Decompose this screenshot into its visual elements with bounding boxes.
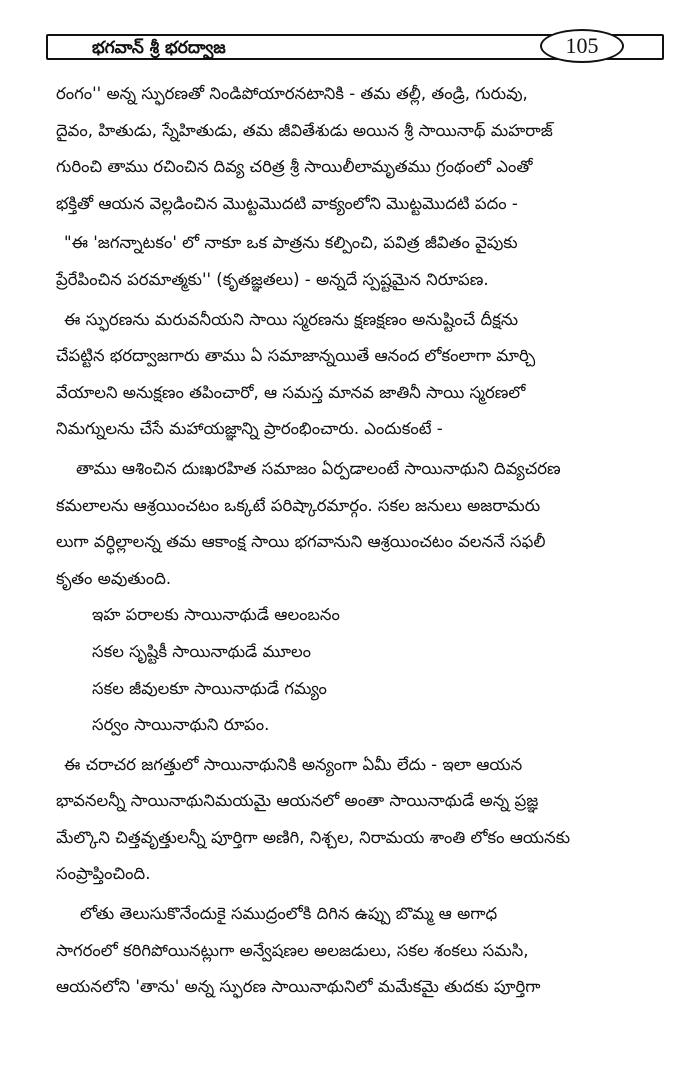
text-line: వేయాలని అనుక్షణం తపించారో, ఆ సమస్త మానవ జాతినీ సాయి స్మరణలో [56,382,526,402]
running-header [46,34,664,60]
text-line: ఈ చరాచర జగత్తులో సాయినాథునికి అన్యంగా ఏమీ లేదు - ఇలా ఆయన [64,754,523,774]
text-line: "ఈ 'జగన్నాటకం' లో నాకూ ఒక పాత్రను కల్పించి, పవిత్ర జీవితం వైపుకు [64,233,518,253]
text-line: చేపట్టిన భరద్వాజగారు తాము ఏ సమాజాన్నయితే ఆనంద లోకంలాగా మార్చి [56,346,536,366]
text-line: లుగా వర్ధిల్లాలన్న తమ ఆకాంక్ష సాయి భగవానుని ఆశ్రయించటం వలననే సఫలీ [56,532,546,552]
text-line: రంగం'' అన్న స్ఫురణతో నిండిపోయారనటానికి - తమ తల్లీ, తండ్రి, గురువు, [56,84,528,103]
text-line: నిమగ్నులను చేసే మహాయజ్ఞాన్ని ప్రారంభించారు. ఎందుకంటే - [56,419,443,439]
text-line: కృతం అవుతుంది. [56,568,172,588]
text-line: తాము ఆశించిన దుఃఖరహిత సమాజం ఏర్పడాలంటే సాయినాథుని దివ్యచరణ [76,458,561,478]
verse-line: సర్వం సాయినాథుని రూపం. [92,715,270,735]
verse-line: సకల సృష్టికీ సాయినాథుడే మూలం [92,641,312,661]
page-body [56,76,656,1006]
text-line: సంప్రాప్తించింది. [56,864,151,884]
text-line: మేల్కొని చిత్తవృత్తులన్నీ పూర్తిగా అణిగి, నిశ్చల, నిరామయ శాంతి లోకం ఆయనకు [56,827,571,847]
page-number: 105 [540,29,624,63]
text-line: గురించి తాము రచించిన దివ్య చరిత్ర శ్రీ సాయిలీలామృతము గ్రంథంలో ఎంతో [56,157,533,177]
text-line: భావనలన్నీ సాయినాథునిమయమై ఆయనలో అంతా సాయినాథుడే అన్న ప్రజ్ఞ [56,791,539,811]
header-title: భగవాన్ శ్రీ భరద్వాజ [92,38,226,58]
verse-line: సకల జీవులకూ సాయినాథుడే గమ్యం [92,678,327,698]
text-line: దైవం, హితుడు, స్నేహితుడు, తమ జీవితేశుడు అయిన శ్రీ సాయినాథ్ మహరాజ్ [56,120,553,140]
verse-line: ఇహ పరాలకు సాయినాథుడే ఆలంబనం [92,605,340,625]
text-line: భక్తితో ఆయన వెల్లడించిన మొట్టమొదటి వాక్యంలోని మొట్టమొదటి పదం - [56,193,518,213]
text-line: ప్రేరేపించిన పరమాత్మకు'' (కృతజ్ఞతలు) - అన్నదే స్పష్టమైన నిరూపణ. [56,269,489,289]
text-line: లోతు తెలుసుకొనేందుకై సముద్రంలోకి దిగిన ఉప్పు బొమ్మ ఆ అగాధ [80,904,498,924]
text-line: ఆయనలోని 'తాను' అన్న స్ఫురణ సాయినాథునిలో మమేకమై తుదకు పూర్తిగా [56,977,541,997]
text-line: సాగరంలో కరిగిపోయినట్లుగా అన్వేషణల అలజడులు, సకల శంకలు సమసి, [56,940,529,960]
text-line: కమలాలను ఆశ్రయించటం ఒక్కటే పరిష్కారమార్గం. సకల జనులు అజరామరు [56,495,541,515]
text-line: ఈ స్ఫురణను మరువనీయని సాయి స్మరణను క్షణక్షణం అనుష్టించే దీక్షను [64,309,519,329]
